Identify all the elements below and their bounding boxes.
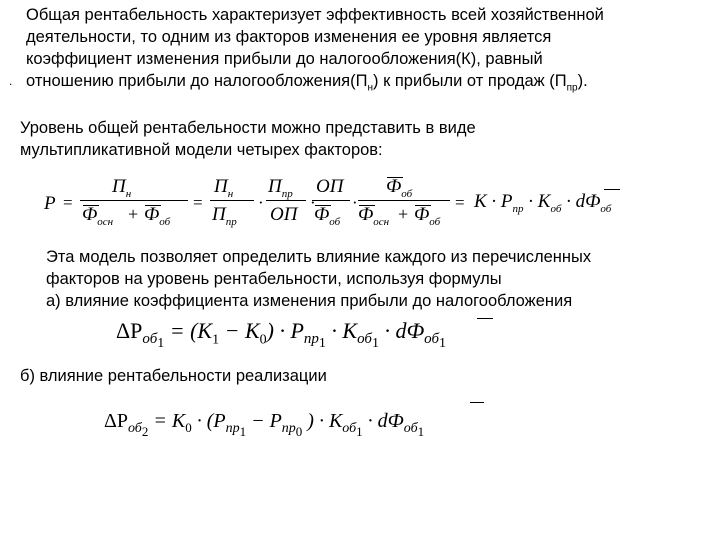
formula-symbol: $П_н$: [112, 176, 132, 200]
formula-operator: ·: [258, 193, 264, 212]
overline: [470, 402, 484, 403]
formula-operator: =: [63, 193, 73, 212]
formula-symbol: P: [44, 193, 56, 214]
text-line: Эта модель позволяет определить влияние каждого из перечисленных: [46, 248, 592, 266]
formula-operator: +: [128, 204, 139, 224]
formula-symbol: $Ф_{об}$: [386, 176, 413, 200]
formula-symbol: $Ф_{осн}$: [82, 204, 114, 228]
formula-operator: =: [455, 193, 465, 212]
overline: [145, 205, 161, 206]
fraction-bar: [312, 200, 350, 201]
formula-symbol: $П_н$: [214, 176, 234, 200]
fraction-bar: [358, 200, 450, 201]
text-line: коэффициент изменения прибыли до налогообложения(К), равный: [26, 50, 543, 68]
bullet-dot: .: [9, 74, 13, 88]
formula-symbol: ОП: [316, 176, 344, 197]
formula-symbol: $Ф_{об}$: [314, 204, 341, 228]
text-line: Общая рентабельность характеризует эффективность всей хозяйственной: [26, 6, 604, 24]
formula-operator: +: [398, 204, 409, 224]
formula-operator: ·: [352, 193, 358, 212]
fraction-bar: [266, 200, 306, 201]
formula-symbol: ОП: [270, 204, 298, 225]
text-line: Уровень общей рентабельности можно представить в виде: [20, 119, 476, 137]
text-line: отношению прибыли до $налогообложения(П_н)$ к прибыли от продаж $(П_{пр})$.: [26, 72, 588, 94]
fraction-bar: [210, 200, 254, 201]
overline: [477, 318, 493, 319]
overline: [387, 177, 403, 178]
formula-symbol: $П_{пр}$: [212, 204, 237, 228]
overline: [359, 205, 375, 206]
overline: [415, 205, 431, 206]
overline: [83, 205, 99, 206]
formula-symbol: $Ф_{об}$: [144, 204, 171, 228]
formula-result: $K \cdot P_{пр} \cdot K_{об} \cdot dФ_{об}$: [474, 191, 612, 215]
formula-symbol: $Ф_{об}$: [414, 204, 441, 228]
text-line: деятельности, то одним из факторов изменения ее уровня является: [26, 28, 552, 46]
formula-expression: $\Delta P_{об_1} = (K_1 - K_0) \cdot P_{пр_1} \cdot K_{об_1} \cdot dФ_{об_1}$: [116, 318, 447, 352]
text-line: мультипликативной модели четырех факторов:: [20, 141, 383, 159]
overline: [315, 205, 331, 206]
fraction-bar: [80, 200, 188, 201]
text-line: факторов на уровень рентабельности, используя формулы: [46, 270, 502, 288]
paragraph-sales-profitability: б) влияние рентабельности реализации: [20, 367, 327, 385]
formula-expression: $\Delta P_{об_2} = K_0 \cdot (P_{пр_1} - P_{пр_0}$ ) · $K_{об_1} \cdot dФ_{об_1}$: [104, 410, 425, 439]
text-line: а) влияние коэффициента изменения прибыли до налогообложения: [46, 292, 573, 310]
formula-operator: ·: [310, 193, 316, 212]
overline: [604, 189, 620, 190]
paragraph-factor-influence: [46, 246, 591, 312]
formula-symbol: $П_{пр}$: [268, 176, 293, 200]
formula-symbol: $Ф_{осн}$: [358, 204, 390, 228]
formula-operator: =: [193, 193, 203, 212]
